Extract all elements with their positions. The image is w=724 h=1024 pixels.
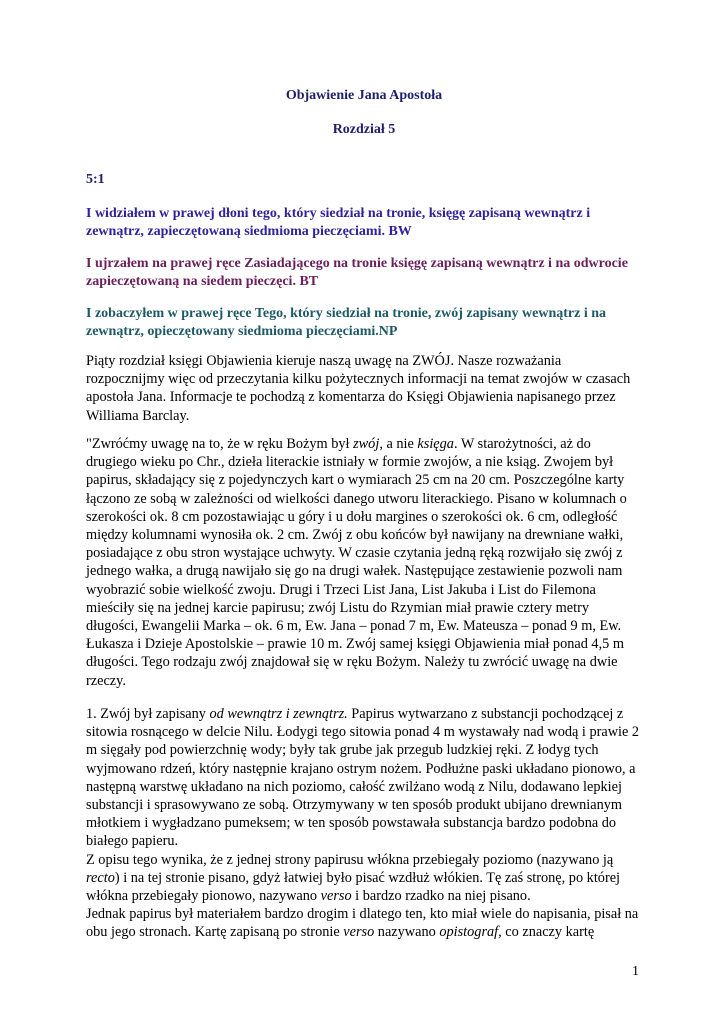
page-number: 1 [632,964,639,979]
verse-reference: 5:1 [86,172,105,187]
recto-verso-text: Z opisu tego wynika, że z jednej strony papirusu włókna przebiegały poziomo (nazywano ją recto) i na tej stronie pisano, gdyż łatwiej było pisać wzdłuż włókien. Tę zaś stronę, po której włókna przebiegały pionowo, nazywano verso i bardzo rzadko na niej pisano. [86,851,621,905]
opistograf-text: Jednak papirus był materiałem bardzo drogim i dlatego ten, kto miał wiele do napisania, pisał na obu jego stronach. Kartę zapisaną po stronie verso nazywano opistograf, co znaczy kartę [86,906,639,941]
page-title: Objawienie Jana Apostoła [285,88,443,103]
intro-paragraph [86,352,642,425]
barclay-quote-text: "Zwróćmy uwagę na to, że w ręku Bożym był zwój, a nie księga. W starożytności, aż do drugiego wieku po Chr., dzieła literackie istniały w formie zwojów, a nie ksiąg. Zwojem był papirus, składający się z pojedynczych kart o wymiarach 25 cm na 20 cm. Poszczególne karty łączono ze sobą w zależności od wielkości danego utworu literackiego. Pisano w kolumnach o szerokości ok. 8 cm pozostawiając u góry i u dołu margines o szerokości ok. 6 cm, odległość między kolumnami wynosiła ok. 2 cm. Zwój z obu końców był nawijany na drewniane wałki, posiadające z obu stron wystające uchwyty. W czasie czytania jedną ręką rozwijało się zwój z jednego wałka, a drugą nawijało się go na drugi wałek. Następujące zestawienie pozwoli nam wyobrazić sobie wielkość zwoju. Drugi i Trzeci List Jana, List Jakuba i List do Filemona mieściły się na jednej karcie papirusu; zwój Listu do Rzymian miał prawie cztery metry długości, Ewangelii Marka – ok. 6 m, Ew. Jana – ponad 7 m, Ew. Mateusza – ponad 9 m, Ew. Łukasza i Dzieje Apostolskie – prawie 10 m. Zwój samej księgi Objawienia miał ponad 4,5 m długości. Tego rodzaju zwój znajdował się w ręku Bożym. Należy tu zwrócić uwagę na dwie rzeczy. [86,436,627,689]
verse-translation-np: I zobaczyłem w prawej ręce Tego, który siedział na tronie, zwój zapisany wewnątrz i na zewnątrz, opieczętowany siedmioma pieczęciami.NP [86,306,606,339]
chapter-heading: Rozdział 5 [332,122,396,137]
verse-translation-bt: I ujrzałem na prawej ręce Zasiadającego na tronie księgę zapisaną wewnątrz i na odwrocie zapieczętowaną na siedem pieczęci. BT [86,256,628,289]
verse-translation-bw: I widziałem w prawej dłoni tego, który siedział na tronie, księgę zapisaną wewnątrz i zewnątrz, zapieczętowaną siedmioma pieczęciami. BW [86,206,591,239]
point-one-paragraph [86,705,642,942]
barclay-quote-paragraph [86,435,642,690]
point-one-text: 1. Zwój był zapisany od wewnątrz i zewnątrz. Papirus wytwarzano z substancji pochodzącej z sitowia rosnącego w delcie Nilu. Łodygi tego sitowia ponad 4 m wystawały nad wodą i prawie 2 m sięgały pod powierzchnię wody; były tak grube jak przegub ludzkiej ręki. Z łodyg tych wyjmowano rdzeń, który następnie krajano ostrym nożem. Podłużne paski układano pionowo, a następną warstwę układano na nich poziomo, całość zwilżano wodą z Nilu, dodawano lepkiej substancji i sprasowywano ze sobą. Otrzymywany w ten sposób produkt ubijano drewnianym młotkiem i wygładzano pumeksem; w ten sposób powstawała substancja bardzo podobna do białego papieru. [86,706,640,850]
intro-text: Piąty rozdział księgi Objawienia kieruje naszą uwagę na ZWÓJ. Nasze rozważania rozpocznijmy więc od przeczytania kilku pożytecznych informacji na temat zwojów w czasach apostoła Jana. Informacje te pochodzą z komentarza do Księgi Objawienia napisanego przez Williama Barclay. [86,353,631,424]
document-page [86,0,642,1024]
